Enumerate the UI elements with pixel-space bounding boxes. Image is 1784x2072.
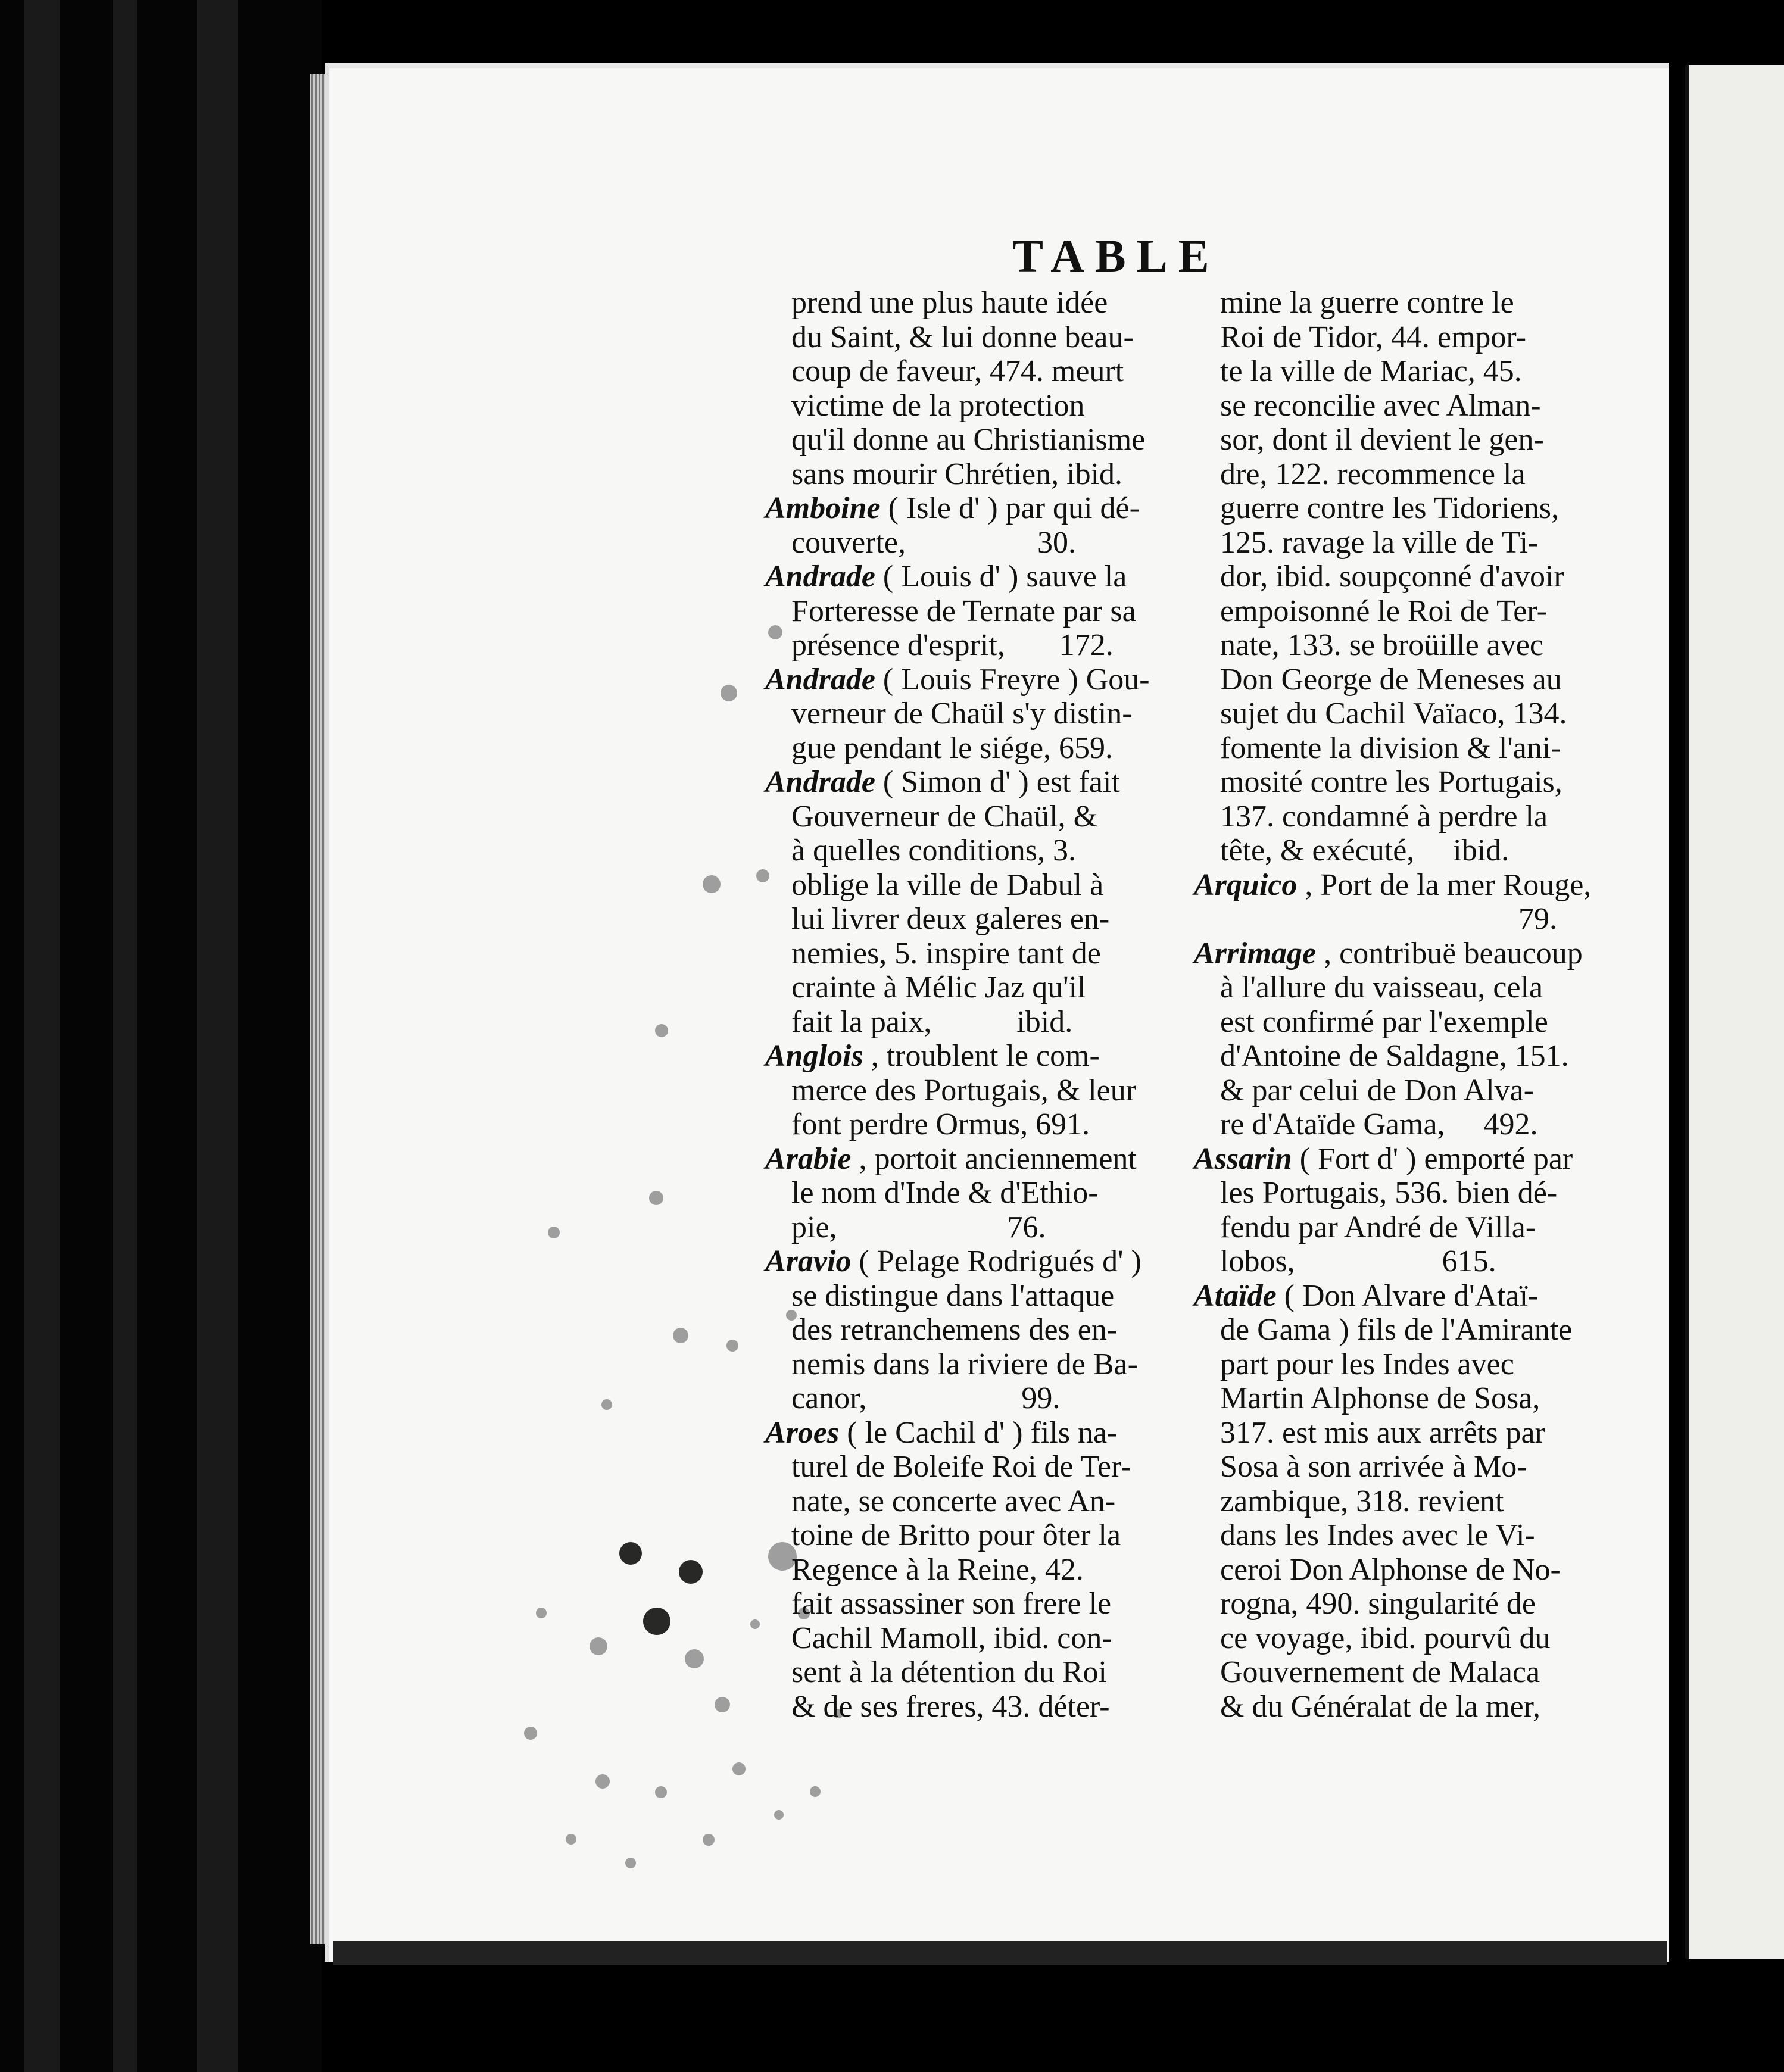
index-line bbox=[1194, 1005, 1557, 1040]
index-line bbox=[1194, 1279, 1557, 1313]
index-line bbox=[1194, 731, 1561, 766]
index-entry-heading: Arrimage bbox=[1194, 936, 1317, 971]
stain-spot bbox=[601, 1399, 612, 1410]
index-entry-text: ( Louis d' ) sauve la bbox=[875, 560, 1127, 594]
index-entry-text: gue pendant le siége, 659. bbox=[791, 731, 1114, 765]
index-entry-text: turel de Boleife Roi de Ter- bbox=[791, 1450, 1131, 1484]
index-entry-text: sent à la détention du Roi bbox=[791, 1655, 1108, 1689]
index-line bbox=[1194, 423, 1557, 457]
index-line bbox=[1194, 526, 1557, 560]
index-line bbox=[765, 1107, 1158, 1142]
index-line bbox=[1194, 902, 1557, 937]
stain-spot bbox=[595, 1774, 610, 1789]
index-line bbox=[765, 1484, 1158, 1519]
index-entry-text: 125. ravage la ville de Ti- bbox=[1220, 525, 1539, 560]
index-entry-text: part pour les Indes avec bbox=[1220, 1347, 1514, 1381]
index-line bbox=[765, 1347, 1158, 1382]
index-entry-text: nate, 133. se broüille avec bbox=[1220, 628, 1543, 662]
stain-spot bbox=[566, 1834, 576, 1845]
index-entry-text: présence d'esprit, 172. bbox=[791, 628, 1114, 662]
index-entry-text: dor, ibid. soupçonné d'avoir bbox=[1220, 560, 1564, 594]
index-line bbox=[765, 457, 1158, 492]
index-entry-text: , portoit anciennement bbox=[851, 1141, 1137, 1176]
index-line bbox=[765, 1074, 1158, 1108]
index-line bbox=[1194, 1690, 1557, 1724]
index-entry-text: Forteresse de Ternate par sa bbox=[791, 594, 1136, 628]
index-entry-text: fait assassiner son frere le bbox=[791, 1587, 1112, 1621]
index-line bbox=[765, 354, 1158, 389]
index-entry-text: ceroi Don Alphonse de No- bbox=[1220, 1552, 1561, 1587]
index-entry-text: ( Fort d' ) emporté par bbox=[1292, 1141, 1573, 1176]
background-texture bbox=[197, 0, 238, 2072]
index-entry-text: qu'il donne au Christianisme bbox=[791, 423, 1146, 457]
stain-spot bbox=[524, 1727, 537, 1740]
index-entry-text: te la ville de Mariac, 45. bbox=[1220, 354, 1522, 388]
background-texture bbox=[113, 0, 137, 2072]
index-entry-heading: Anglois bbox=[765, 1039, 863, 1073]
index-line bbox=[1194, 628, 1557, 663]
index-entry-text: & de ses freres, 43. déter- bbox=[791, 1689, 1110, 1724]
stain-spot bbox=[732, 1762, 746, 1775]
index-entry-heading: Amboine bbox=[765, 491, 881, 525]
index-entry-text: mine la guerre contre le bbox=[1220, 286, 1514, 320]
index-line bbox=[1194, 1552, 1561, 1587]
index-entry-text: , troublent le com- bbox=[863, 1039, 1100, 1073]
index-entry-text: guerre contre les Tidoriens, bbox=[1220, 491, 1560, 525]
index-line bbox=[765, 594, 1158, 629]
stain-spot bbox=[703, 1834, 715, 1846]
scan-background-left bbox=[0, 0, 322, 2072]
index-entry-text: Roi de Tidor, 44. empor- bbox=[1220, 320, 1527, 354]
index-entry-text: ce voyage, ibid. pourvû du bbox=[1220, 1621, 1551, 1655]
index-entry-text: lui livrer deux galeres en- bbox=[791, 902, 1110, 936]
stain-spot bbox=[721, 685, 737, 701]
index-line bbox=[765, 628, 1158, 663]
index-line bbox=[765, 286, 1158, 320]
index-entry-text: se reconcilie avec Alman- bbox=[1220, 388, 1541, 423]
index-line bbox=[765, 663, 1158, 697]
index-line bbox=[765, 1553, 1158, 1587]
index-entry-text: re d'Ataïde Gama, 492. bbox=[1220, 1107, 1538, 1141]
index-line bbox=[765, 1313, 1158, 1347]
index-entry-text: coup de faveur, 474. meurt bbox=[791, 354, 1124, 388]
index-line bbox=[765, 697, 1158, 731]
index-line bbox=[1194, 800, 1557, 834]
index-line bbox=[1194, 594, 1557, 629]
index-line bbox=[765, 1450, 1158, 1484]
index-line bbox=[765, 1381, 1158, 1416]
index-entry-text: toine de Britto pour ôter la bbox=[791, 1518, 1121, 1552]
index-line bbox=[765, 320, 1158, 355]
index-entry-text: se distingue dans l'attaque bbox=[791, 1278, 1115, 1313]
index-entry-text: mosité contre les Portugais, bbox=[1220, 765, 1562, 799]
index-entry-text: à quelles conditions, 3. bbox=[791, 834, 1077, 868]
index-line bbox=[765, 1621, 1158, 1656]
index-entry-text: nate, se concerte avec An- bbox=[791, 1484, 1116, 1518]
index-entry-text: fomente la division & l'ani- bbox=[1220, 731, 1561, 765]
index-entry-heading: Assarin bbox=[1194, 1141, 1292, 1176]
index-entry-text: à l'allure du vaisseau, cela bbox=[1220, 971, 1543, 1004]
index-entry-text: du Saint, & lui donne beau- bbox=[791, 320, 1134, 354]
page-bottom-shadow bbox=[333, 1941, 1667, 1965]
index-entry-text: le nom d'Inde & d'Ethio- bbox=[791, 1176, 1099, 1210]
index-line bbox=[765, 902, 1158, 937]
index-entry-text: dans les Indes avec le Vi- bbox=[1220, 1518, 1535, 1552]
index-entry-text: ( Don Alvare d'Ataï- bbox=[1276, 1278, 1539, 1313]
index-entry-heading: Aravio bbox=[765, 1244, 852, 1278]
index-line bbox=[1194, 1313, 1573, 1347]
index-entry-text: empoisonné le Roi de Ter- bbox=[1220, 594, 1547, 628]
index-entry-text: ( Simon d' ) est fait bbox=[875, 765, 1120, 799]
stain-spot bbox=[715, 1697, 730, 1712]
index-entry-text: sans mourir Chrétien, ibid. bbox=[791, 457, 1123, 491]
index-line bbox=[1194, 1244, 1557, 1279]
index-line bbox=[1194, 354, 1557, 389]
index-line bbox=[1194, 1141, 1573, 1177]
index-entry-text: sor, dont il devient le gen- bbox=[1220, 423, 1544, 457]
index-column-right bbox=[1194, 286, 1592, 1724]
index-entry-text: fait la paix, ibid. bbox=[791, 1004, 1073, 1039]
index-line bbox=[765, 1518, 1158, 1553]
index-line bbox=[1194, 389, 1557, 423]
index-entry-text: verneur de Chaül s'y distin- bbox=[791, 697, 1133, 731]
stain-spot bbox=[673, 1328, 688, 1343]
index-line bbox=[765, 1655, 1158, 1690]
index-line bbox=[1194, 1621, 1557, 1656]
index-line bbox=[765, 765, 1158, 800]
index-entry-text: 137. condamné à perdre la bbox=[1220, 799, 1548, 834]
stain-spot bbox=[590, 1637, 607, 1655]
index-entry-text: crainte à Mélic Jaz qu'il bbox=[791, 971, 1086, 1004]
stain-spot bbox=[536, 1608, 547, 1618]
index-line bbox=[765, 1587, 1158, 1621]
index-line bbox=[1194, 765, 1562, 800]
index-line bbox=[1194, 1655, 1557, 1690]
index-line bbox=[1194, 971, 1557, 1005]
index-entry-text: Martin Alphonse de Sosa, bbox=[1220, 1381, 1540, 1415]
index-line bbox=[765, 1142, 1158, 1177]
index-line bbox=[765, 971, 1158, 1005]
index-entry-heading: Ataïde bbox=[1194, 1278, 1277, 1313]
index-entry-text: des retranchemens des en- bbox=[791, 1313, 1118, 1347]
index-line bbox=[1194, 286, 1557, 320]
index-entry-text: victime de la protection bbox=[791, 388, 1085, 423]
index-entry-text: zambique, 318. revient bbox=[1220, 1484, 1504, 1518]
stain-spot bbox=[679, 1560, 703, 1584]
index-entry-text: Gouvernement de Malaca bbox=[1220, 1655, 1540, 1689]
stain-spot bbox=[643, 1608, 670, 1635]
index-line bbox=[1194, 1381, 1557, 1416]
index-entry-text: les Portugais, 536. bien dé- bbox=[1220, 1176, 1558, 1210]
index-line bbox=[1194, 1107, 1557, 1142]
index-entry-text: sujet du Cachil Vaïaco, 134. bbox=[1220, 697, 1567, 731]
index-entry-text: prend une plus haute idée bbox=[791, 286, 1108, 320]
stain-spot bbox=[750, 1619, 760, 1629]
stain-spot bbox=[619, 1542, 642, 1565]
index-entry-text: Regence à la Reine, 42. bbox=[791, 1552, 1084, 1587]
index-line bbox=[1194, 1450, 1557, 1484]
index-entry-text: tête, & exécuté, ibid. bbox=[1220, 834, 1509, 868]
index-entry-text: ( Louis Freyre ) Gou- bbox=[875, 662, 1150, 697]
index-entry-heading: Andrade bbox=[765, 662, 875, 697]
index-line bbox=[765, 1244, 1158, 1279]
index-line bbox=[765, 834, 1158, 868]
index-line bbox=[1194, 1210, 1557, 1245]
index-line bbox=[1194, 1518, 1557, 1553]
index-line bbox=[765, 1690, 1158, 1724]
facing-page-edge bbox=[1685, 65, 1784, 1959]
index-entry-text: ( le Cachil d' ) fils na- bbox=[839, 1415, 1118, 1450]
index-line bbox=[765, 937, 1158, 971]
index-line bbox=[1194, 868, 1592, 903]
stain-spot bbox=[774, 1810, 784, 1820]
index-entry-heading: Arquico bbox=[1194, 868, 1298, 902]
index-column-left bbox=[765, 286, 1158, 1724]
index-line bbox=[765, 491, 1158, 526]
index-line bbox=[1194, 1074, 1557, 1108]
index-entry-heading: Arabie bbox=[765, 1141, 852, 1176]
index-line bbox=[1194, 1039, 1569, 1074]
stain-spot bbox=[655, 1024, 668, 1037]
page-title: TABLE bbox=[1012, 230, 1220, 282]
index-line bbox=[1194, 1347, 1557, 1382]
index-entry-text: ( Isle d' ) par qui dé- bbox=[880, 491, 1140, 525]
index-line bbox=[1194, 662, 1562, 697]
index-entry-text: canor, 99. bbox=[791, 1381, 1061, 1415]
index-entry-text: merce des Portugais, & leur bbox=[791, 1073, 1137, 1107]
index-entry-text: oblige la ville de Dabul à bbox=[791, 868, 1104, 902]
index-entry-text: Cachil Mamoll, ibid. con- bbox=[791, 1621, 1112, 1655]
index-entry-text: 317. est mis aux arrêts par bbox=[1220, 1415, 1545, 1450]
index-line bbox=[765, 800, 1158, 834]
index-entry-text: lobos, 615. bbox=[1220, 1244, 1496, 1278]
index-line bbox=[765, 526, 1158, 560]
index-line bbox=[1194, 320, 1557, 355]
index-line bbox=[765, 1416, 1158, 1450]
index-line bbox=[765, 868, 1158, 903]
index-entry-text: Sosa à son arrivée à Mo- bbox=[1220, 1450, 1527, 1484]
index-line bbox=[765, 1210, 1158, 1245]
index-entry-text: , contribuë beaucoup bbox=[1316, 936, 1583, 971]
index-entry-text: , Port de la mer Rouge, bbox=[1297, 868, 1592, 902]
index-entry-text: de Gama ) fils de l'Amirante bbox=[1220, 1313, 1573, 1347]
index-entry-text: pie, 76. bbox=[791, 1210, 1046, 1244]
index-entry-heading: Andrade bbox=[765, 765, 875, 799]
index-line bbox=[765, 1005, 1158, 1040]
index-line bbox=[1194, 936, 1583, 971]
index-line bbox=[1194, 1587, 1557, 1621]
stain-spot bbox=[703, 875, 721, 893]
index-line bbox=[765, 560, 1158, 594]
stain-spot bbox=[649, 1191, 663, 1205]
index-line bbox=[1194, 560, 1564, 594]
index-line bbox=[765, 1279, 1158, 1313]
index-entry-heading: Andrade bbox=[765, 560, 875, 594]
index-entry-text: est confirmé par l'exemple bbox=[1220, 1004, 1548, 1039]
stain-spot bbox=[685, 1649, 704, 1668]
index-line bbox=[1194, 697, 1567, 731]
index-entry-heading: Aroes bbox=[765, 1415, 840, 1450]
index-line bbox=[765, 423, 1158, 457]
index-entry-text: Don George de Meneses au bbox=[1220, 662, 1562, 697]
index-line bbox=[765, 1176, 1158, 1210]
index-entry-text: d'Antoine de Saldagne, 151. bbox=[1220, 1039, 1569, 1073]
index-entry-text: ( Pelage Rodrigués d' ) bbox=[851, 1244, 1141, 1278]
index-entry-text: nemis dans la riviere de Ba- bbox=[791, 1347, 1138, 1381]
index-entry-text: fendu par André de Villa- bbox=[1220, 1210, 1536, 1244]
index-entry-text: font perdre Ormus, 691. bbox=[791, 1107, 1090, 1141]
index-line bbox=[765, 731, 1158, 766]
index-entry-text: dre, 122. recommence la bbox=[1220, 457, 1526, 491]
stain-spot bbox=[810, 1786, 821, 1797]
index-entry-text: rogna, 490. singularité de bbox=[1220, 1587, 1536, 1621]
stain-spot bbox=[548, 1227, 560, 1238]
index-line bbox=[1194, 1416, 1557, 1450]
index-line bbox=[1194, 1484, 1557, 1519]
index-entry-text: Gouverneur de Chaül, & bbox=[791, 799, 1098, 834]
index-line bbox=[1194, 834, 1557, 868]
index-line bbox=[765, 1039, 1158, 1074]
stain-spot bbox=[625, 1858, 636, 1868]
index-line bbox=[1194, 491, 1560, 526]
index-line bbox=[765, 389, 1158, 423]
index-entry-text: 79. bbox=[1518, 902, 1557, 936]
index-entry-text: & par celui de Don Alva- bbox=[1220, 1073, 1535, 1107]
background-texture bbox=[24, 0, 60, 2072]
index-entry-text: nemies, 5. inspire tant de bbox=[791, 936, 1101, 971]
index-entry-text: couverte, 30. bbox=[791, 525, 1077, 560]
stain-spot bbox=[726, 1340, 738, 1352]
index-entry-text: & du Généralat de la mer, bbox=[1220, 1689, 1540, 1724]
stain-spot bbox=[655, 1786, 667, 1798]
index-line bbox=[1194, 457, 1557, 492]
index-line bbox=[1194, 1176, 1557, 1210]
